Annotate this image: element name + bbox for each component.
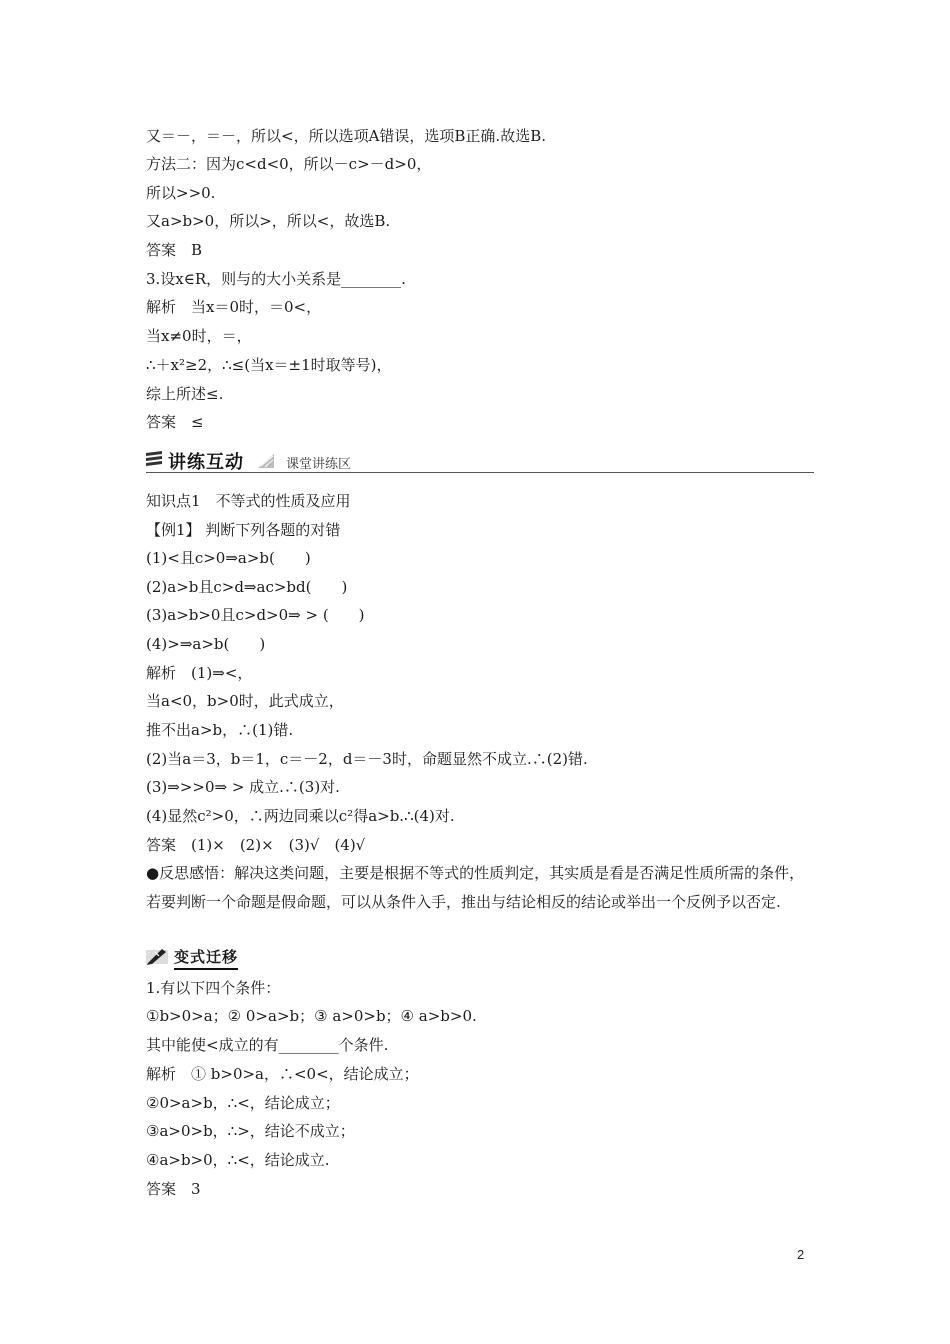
text-line: (3)a>b>0且c>d>0⇒ > ( ): [146, 606, 365, 624]
answer-line: 答案 (1)× (2)× (3)√ (4)√: [146, 836, 366, 854]
triangle-icon: [258, 454, 274, 468]
section-subtitle: 课堂讲练区: [286, 457, 352, 472]
text-line: (1)<且c>0⇒a>b( ): [146, 549, 311, 567]
text-line: 又＝－，＝－，所以<，所以选项A错误，选项B正确.故选B.: [146, 127, 546, 145]
header-divider: [146, 472, 814, 473]
text-line: 综上所述≤.: [146, 385, 224, 403]
text-line: (2)a>b且c>d⇒ac>bd( ): [146, 578, 348, 596]
variant-title: 变式迁移: [174, 946, 238, 970]
text-line: (4)显然c²>0，∴两边同乘以c²得a>b.∴(4)对.: [146, 807, 455, 825]
text-line: 当a<0，b>0时，此式成立，: [146, 692, 344, 710]
text-line: 当x≠0时，＝，: [146, 327, 252, 345]
question-line: 3.设x∈R，则与的大小关系是________.: [146, 270, 406, 288]
text-line: 解析 ① b>0>a，∴<0<，结论成立；: [146, 1065, 419, 1083]
section-header: [146, 446, 814, 474]
text-line: ③a>0>b，∴>，结论不成立；: [146, 1122, 355, 1140]
pen-icon: [146, 948, 168, 965]
stripes-icon: [146, 451, 162, 468]
text-line: 其中能使<成立的有________个条件.: [146, 1036, 389, 1054]
text-line: ②0>a>b，∴<，结论成立；: [146, 1094, 340, 1112]
answer-line: 答案 3: [146, 1180, 201, 1198]
text-line: ∴＋x²≥2，∴≤(当x＝±1时取等号)，: [146, 356, 392, 374]
text-line: ④a>b>0，∴<，结论成立.: [146, 1151, 330, 1169]
question-line: 1.有以下四个条件：: [146, 979, 281, 997]
example-title: 【例1】 判断下列各题的对错: [146, 521, 341, 539]
text-line: ①b>0>a；② 0>a>b；③ a>0>b；④ a>b>0.: [146, 1007, 477, 1025]
text-line: 解析 (1)⇒<，: [146, 664, 253, 682]
reflection-paragraph: ●反思感悟：解决这类问题，主要是根据不等式的性质判定，其实质是看是否满足性质所需的条件，若要判断一个命题是假命题，可以从条件入手，推出与结论相反的结论或举出一个反例予以否定.: [146, 864, 805, 911]
text-line: 方法二：因为c<d<0，所以－c>－d>0，: [146, 155, 432, 173]
text-line: (3)⇒>>0⇒ > 成立.∴(3)对.: [146, 778, 340, 796]
text-line: 又a>b>0，所以>，所以<，故选B.: [146, 212, 391, 230]
text-line: 所以>>0.: [146, 184, 216, 202]
section-title: 讲练互动: [168, 452, 244, 473]
text-line: (4)>⇒a>b( ): [146, 635, 266, 653]
text-line: 解析 当x＝0时，＝0<，: [146, 298, 322, 316]
text-line: 推不出a>b，∴(1)错.: [146, 721, 294, 739]
text-line: (2)当a＝3，b＝1，c＝－2，d＝－3时，命题显然不成立.∴(2)错.: [146, 750, 588, 768]
knowledge-point-title: 知识点1 不等式的性质及应用: [146, 492, 351, 510]
answer-line: 答案 B: [146, 241, 203, 259]
page-number: 2: [797, 1247, 805, 1262]
answer-line: 答案 ≤: [146, 413, 204, 431]
